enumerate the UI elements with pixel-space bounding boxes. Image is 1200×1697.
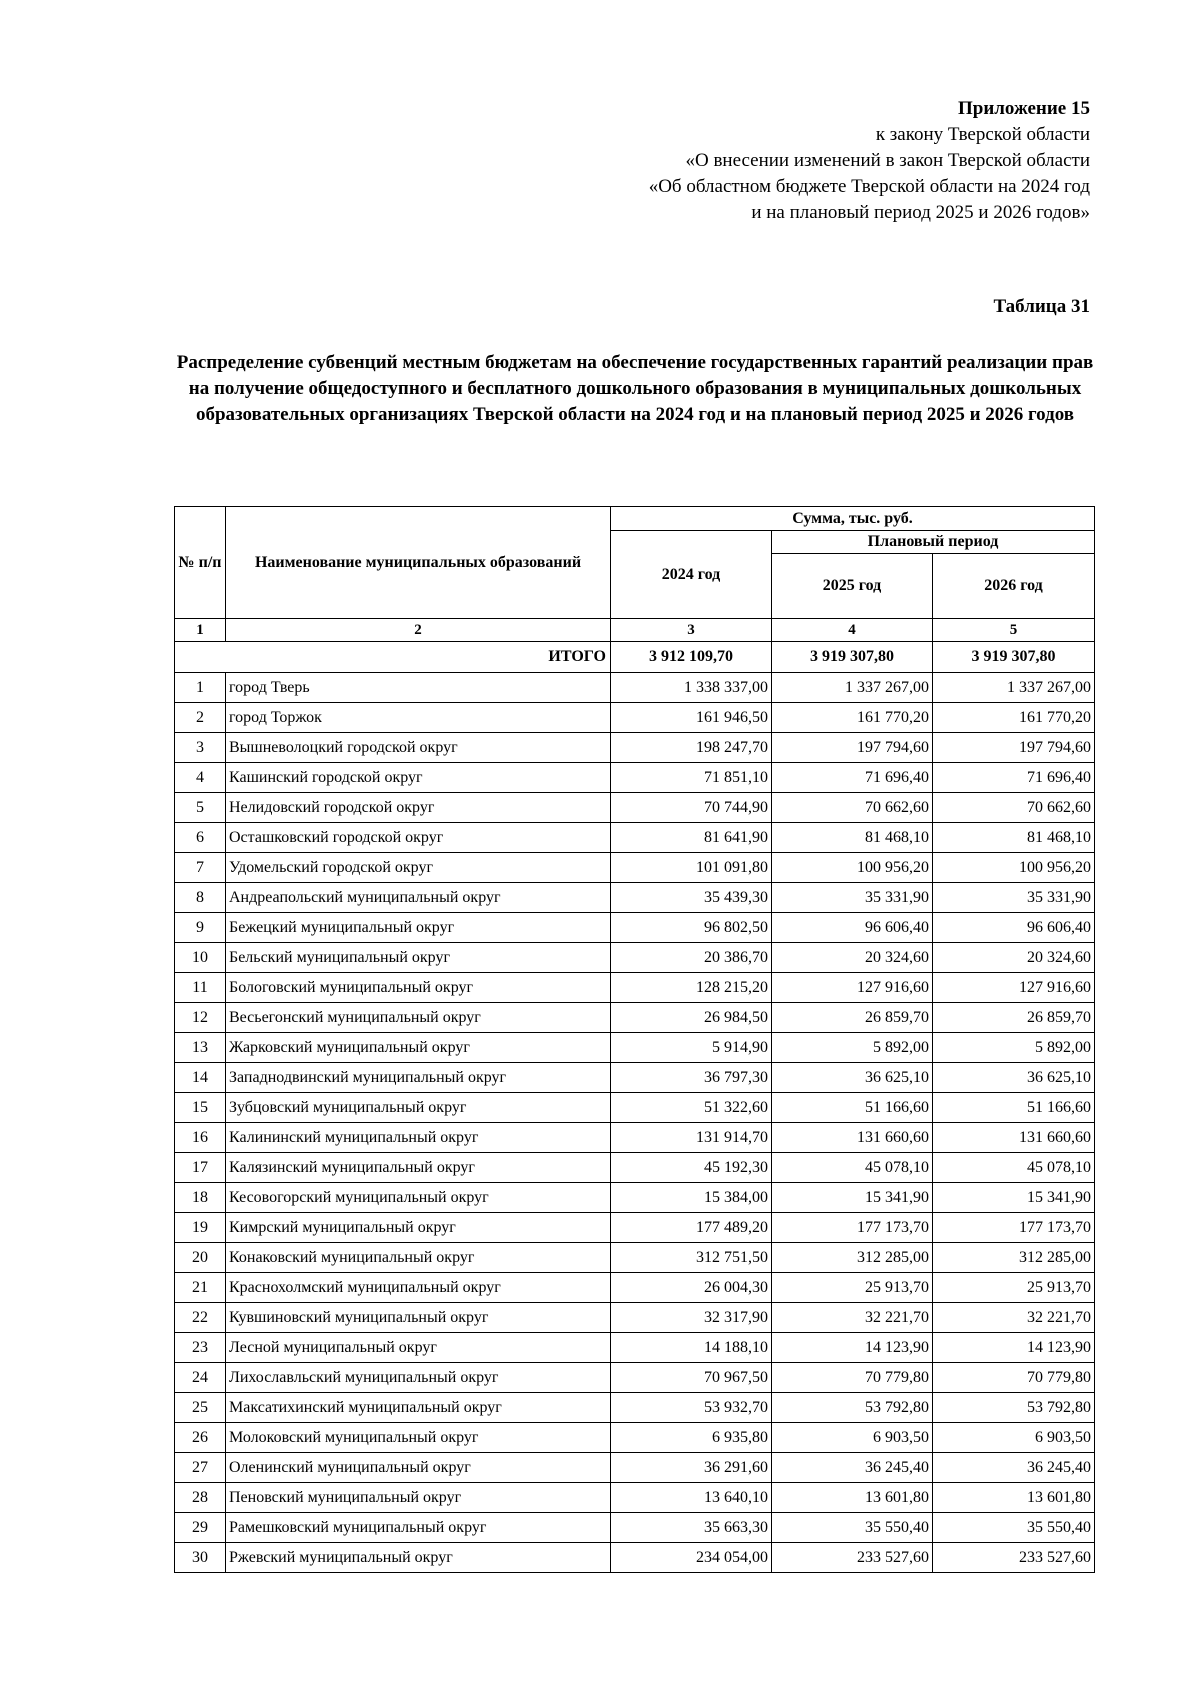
table-row <box>175 943 1095 973</box>
amount-2026: 127 916,60 <box>933 973 1095 1003</box>
amount-2024: 1 338 337,00 <box>611 673 772 703</box>
col-header-name: Наименование муниципальных образований <box>226 507 611 619</box>
row-number: 7 <box>175 853 226 883</box>
amount-2026: 45 078,10 <box>933 1153 1095 1183</box>
municipality-name: Кимрский муниципальный округ <box>226 1213 611 1243</box>
amount-2024: 198 247,70 <box>611 733 772 763</box>
amount-2026: 53 792,80 <box>933 1393 1095 1423</box>
table-row <box>175 913 1095 943</box>
annex-line-3: «Об областном бюджете Тверской области на 2024 год <box>648 176 1090 197</box>
row-number: 4 <box>175 763 226 793</box>
municipality-name: Максатихинский муниципальный округ <box>226 1393 611 1423</box>
col-header-2025: 2025 год <box>772 554 933 619</box>
municipality-name: Оленинский муниципальный округ <box>226 1453 611 1483</box>
amount-2026: 35 331,90 <box>933 883 1095 913</box>
row-number: 15 <box>175 1093 226 1123</box>
row-number: 21 <box>175 1273 226 1303</box>
amount-2025: 100 956,20 <box>772 853 933 883</box>
subvention-table <box>174 506 1095 1573</box>
row-number: 27 <box>175 1453 226 1483</box>
table-row <box>175 1333 1095 1363</box>
col-number: 5 <box>933 619 1095 642</box>
row-number: 9 <box>175 913 226 943</box>
amount-2025: 312 285,00 <box>772 1243 933 1273</box>
amount-2026: 36 625,10 <box>933 1063 1095 1093</box>
amount-2024: 70 967,50 <box>611 1363 772 1393</box>
table-row <box>175 823 1095 853</box>
table-row <box>175 1513 1095 1543</box>
table-row <box>175 1213 1095 1243</box>
amount-2025: 127 916,60 <box>772 973 933 1003</box>
amount-2026: 100 956,20 <box>933 853 1095 883</box>
amount-2024: 71 851,10 <box>611 763 772 793</box>
amount-2026: 6 903,50 <box>933 1423 1095 1453</box>
amount-2024: 35 439,30 <box>611 883 772 913</box>
row-number: 25 <box>175 1393 226 1423</box>
table-row <box>175 973 1095 1003</box>
table-row <box>175 1483 1095 1513</box>
amount-2024: 15 384,00 <box>611 1183 772 1213</box>
total-2025: 3 919 307,80 <box>772 642 933 673</box>
amount-2025: 131 660,60 <box>772 1123 933 1153</box>
municipality-name: Рамешковский муниципальный округ <box>226 1513 611 1543</box>
amount-2025: 15 341,90 <box>772 1183 933 1213</box>
amount-2025: 53 792,80 <box>772 1393 933 1423</box>
amount-2026: 5 892,00 <box>933 1033 1095 1063</box>
amount-2024: 13 640,10 <box>611 1483 772 1513</box>
municipality-name: Лихославльский муниципальный округ <box>226 1363 611 1393</box>
municipality-name: Андреапольский муниципальный округ <box>226 883 611 913</box>
table-row <box>175 1393 1095 1423</box>
row-number: 28 <box>175 1483 226 1513</box>
amount-2025: 25 913,70 <box>772 1273 933 1303</box>
amount-2026: 131 660,60 <box>933 1123 1095 1153</box>
col-number: 2 <box>226 619 611 642</box>
amount-2026: 161 770,20 <box>933 703 1095 733</box>
amount-2026: 81 468,10 <box>933 823 1095 853</box>
municipality-name: Бологовский муниципальный округ <box>226 973 611 1003</box>
municipality-name: Вышневолоцкий городской округ <box>226 733 611 763</box>
amount-2025: 35 550,40 <box>772 1513 933 1543</box>
amount-2026: 70 779,80 <box>933 1363 1095 1393</box>
row-number: 8 <box>175 883 226 913</box>
amount-2024: 177 489,20 <box>611 1213 772 1243</box>
amount-2024: 26 984,50 <box>611 1003 772 1033</box>
row-number: 10 <box>175 943 226 973</box>
row-number: 20 <box>175 1243 226 1273</box>
col-number: 3 <box>611 619 772 642</box>
municipality-name: Нелидовский городской округ <box>226 793 611 823</box>
amount-2024: 45 192,30 <box>611 1153 772 1183</box>
amount-2024: 161 946,50 <box>611 703 772 733</box>
total-2026: 3 919 307,80 <box>933 642 1095 673</box>
amount-2026: 25 913,70 <box>933 1273 1095 1303</box>
municipality-name: Кувшиновский муниципальный округ <box>226 1303 611 1333</box>
municipality-name: Кашинский городской округ <box>226 763 611 793</box>
municipality-name: Пеновский муниципальный округ <box>226 1483 611 1513</box>
row-number: 14 <box>175 1063 226 1093</box>
amount-2024: 96 802,50 <box>611 913 772 943</box>
row-number: 24 <box>175 1363 226 1393</box>
amount-2025: 81 468,10 <box>772 823 933 853</box>
municipality-name: Зубцовский муниципальный округ <box>226 1093 611 1123</box>
amount-2025: 32 221,70 <box>772 1303 933 1333</box>
amount-2025: 51 166,60 <box>772 1093 933 1123</box>
amount-2024: 35 663,30 <box>611 1513 772 1543</box>
table-row <box>175 1543 1095 1573</box>
amount-2026: 13 601,80 <box>933 1483 1095 1513</box>
amount-2026: 15 341,90 <box>933 1183 1095 1213</box>
amount-2025: 36 245,40 <box>772 1453 933 1483</box>
amount-2025: 36 625,10 <box>772 1063 933 1093</box>
municipality-name: Жарковский муниципальный округ <box>226 1033 611 1063</box>
col-header-plan: Плановый период <box>772 531 1095 554</box>
amount-2026: 32 221,70 <box>933 1303 1095 1333</box>
column-number-row <box>175 619 1095 642</box>
table-row <box>175 1423 1095 1453</box>
amount-2025: 1 337 267,00 <box>772 673 933 703</box>
amount-2025: 26 859,70 <box>772 1003 933 1033</box>
row-number: 19 <box>175 1213 226 1243</box>
amount-2026: 312 285,00 <box>933 1243 1095 1273</box>
annex-title: Приложение 15 <box>957 98 1090 119</box>
table-row <box>175 1303 1095 1333</box>
municipality-name: Калининский муниципальный округ <box>226 1123 611 1153</box>
table-number: Таблица 31 <box>993 296 1090 317</box>
municipality-name: Весьегонский муниципальный округ <box>226 1003 611 1033</box>
document-heading: Распределение субвенций местным бюджетам на обеспечение государственных гарантий реализации прав на получение общедоступного и бесплатного дошкольного образования в муниципальных дошкольных образовательных организациях Тверской области на 2024 год и на плановый период 2025 и 2026 годов <box>176 352 1094 425</box>
table-row <box>175 733 1095 763</box>
col-header-sum: Сумма, тыс. руб. <box>611 507 1095 531</box>
municipality-name: Краснохолмский муниципальный округ <box>226 1273 611 1303</box>
row-number: 5 <box>175 793 226 823</box>
table-row <box>175 1063 1095 1093</box>
municipality-name: Лесной муниципальный округ <box>226 1333 611 1363</box>
amount-2026: 70 662,60 <box>933 793 1095 823</box>
municipality-name: город Торжок <box>226 703 611 733</box>
amount-2024: 312 751,50 <box>611 1243 772 1273</box>
amount-2026: 96 606,40 <box>933 913 1095 943</box>
amount-2025: 35 331,90 <box>772 883 933 913</box>
amount-2026: 14 123,90 <box>933 1333 1095 1363</box>
row-number: 30 <box>175 1543 226 1573</box>
total-label: ИТОГО <box>175 642 611 673</box>
amount-2026: 177 173,70 <box>933 1213 1095 1243</box>
municipality-name: Ржевский муниципальный округ <box>226 1543 611 1573</box>
amount-2025: 96 606,40 <box>772 913 933 943</box>
amount-2026: 36 245,40 <box>933 1453 1095 1483</box>
row-number: 29 <box>175 1513 226 1543</box>
amount-2024: 70 744,90 <box>611 793 772 823</box>
table-row <box>175 1273 1095 1303</box>
table-row <box>175 1183 1095 1213</box>
annex-line-4: и на плановый период 2025 и 2026 годов» <box>751 202 1090 223</box>
row-number: 26 <box>175 1423 226 1453</box>
table-row <box>175 1003 1095 1033</box>
amount-2026: 1 337 267,00 <box>933 673 1095 703</box>
row-number: 16 <box>175 1123 226 1153</box>
amount-2025: 14 123,90 <box>772 1333 933 1363</box>
row-number: 22 <box>175 1303 226 1333</box>
amount-2026: 35 550,40 <box>933 1513 1095 1543</box>
table-row <box>175 1123 1095 1153</box>
row-number: 13 <box>175 1033 226 1063</box>
amount-2025: 177 173,70 <box>772 1213 933 1243</box>
amount-2025: 197 794,60 <box>772 733 933 763</box>
amount-2024: 36 291,60 <box>611 1453 772 1483</box>
annex-line-1: к закону Тверской области <box>875 124 1090 145</box>
table-row <box>175 883 1095 913</box>
table-row <box>175 1033 1095 1063</box>
amount-2025: 13 601,80 <box>772 1483 933 1513</box>
amount-2024: 53 932,70 <box>611 1393 772 1423</box>
table-row <box>175 1153 1095 1183</box>
amount-2025: 5 892,00 <box>772 1033 933 1063</box>
amount-2024: 14 188,10 <box>611 1333 772 1363</box>
table-row <box>175 673 1095 703</box>
row-number: 17 <box>175 1153 226 1183</box>
amount-2025: 45 078,10 <box>772 1153 933 1183</box>
col-header-number: № п/п <box>175 507 226 619</box>
amount-2025: 20 324,60 <box>772 943 933 973</box>
col-header-2026: 2026 год <box>933 554 1095 619</box>
row-number: 23 <box>175 1333 226 1363</box>
amount-2024: 6 935,80 <box>611 1423 772 1453</box>
table-row <box>175 1093 1095 1123</box>
amount-2024: 32 317,90 <box>611 1303 772 1333</box>
row-number: 3 <box>175 733 226 763</box>
municipality-name: Бежецкий муниципальный округ <box>226 913 611 943</box>
amount-2024: 81 641,90 <box>611 823 772 853</box>
municipality-name: Осташковский городской округ <box>226 823 611 853</box>
annex-header <box>649 96 1090 226</box>
amount-2024: 128 215,20 <box>611 973 772 1003</box>
amount-2026: 233 527,60 <box>933 1543 1095 1573</box>
amount-2024: 36 797,30 <box>611 1063 772 1093</box>
table-row <box>175 793 1095 823</box>
amount-2024: 101 091,80 <box>611 853 772 883</box>
row-number: 11 <box>175 973 226 1003</box>
amount-2025: 233 527,60 <box>772 1543 933 1573</box>
municipality-name: Конаковский муниципальный округ <box>226 1243 611 1273</box>
amount-2024: 5 914,90 <box>611 1033 772 1063</box>
total-2024: 3 912 109,70 <box>611 642 772 673</box>
table-row <box>175 763 1095 793</box>
amount-2026: 20 324,60 <box>933 943 1095 973</box>
total-row <box>175 642 1095 673</box>
municipality-name: Калязинский муниципальный округ <box>226 1153 611 1183</box>
amount-2026: 26 859,70 <box>933 1003 1095 1033</box>
municipality-name: Удомельский городской округ <box>226 853 611 883</box>
amount-2026: 71 696,40 <box>933 763 1095 793</box>
amount-2024: 51 322,60 <box>611 1093 772 1123</box>
row-number: 6 <box>175 823 226 853</box>
municipality-name: Кесовогорский муниципальный округ <box>226 1183 611 1213</box>
table-row <box>175 703 1095 733</box>
row-number: 18 <box>175 1183 226 1213</box>
col-number: 1 <box>175 619 226 642</box>
municipality-name: город Тверь <box>226 673 611 703</box>
annex-line-2: «О внесении изменений в закон Тверской области <box>685 150 1090 171</box>
amount-2024: 234 054,00 <box>611 1543 772 1573</box>
amount-2025: 70 779,80 <box>772 1363 933 1393</box>
amount-2026: 51 166,60 <box>933 1093 1095 1123</box>
table-row <box>175 1363 1095 1393</box>
amount-2026: 197 794,60 <box>933 733 1095 763</box>
table-row <box>175 1453 1095 1483</box>
row-number: 1 <box>175 673 226 703</box>
amount-2025: 161 770,20 <box>772 703 933 733</box>
amount-2025: 70 662,60 <box>772 793 933 823</box>
col-header-2024: 2024 год <box>611 531 772 619</box>
amount-2024: 131 914,70 <box>611 1123 772 1153</box>
table-row <box>175 853 1095 883</box>
municipality-name: Западнодвинский муниципальный округ <box>226 1063 611 1093</box>
amount-2025: 6 903,50 <box>772 1423 933 1453</box>
row-number: 12 <box>175 1003 226 1033</box>
col-number: 4 <box>772 619 933 642</box>
row-number: 2 <box>175 703 226 733</box>
municipality-name: Молоковский муниципальный округ <box>226 1423 611 1453</box>
table-row <box>175 1243 1095 1273</box>
amount-2024: 20 386,70 <box>611 943 772 973</box>
amount-2025: 71 696,40 <box>772 763 933 793</box>
amount-2024: 26 004,30 <box>611 1273 772 1303</box>
municipality-name: Бельский муниципальный округ <box>226 943 611 973</box>
